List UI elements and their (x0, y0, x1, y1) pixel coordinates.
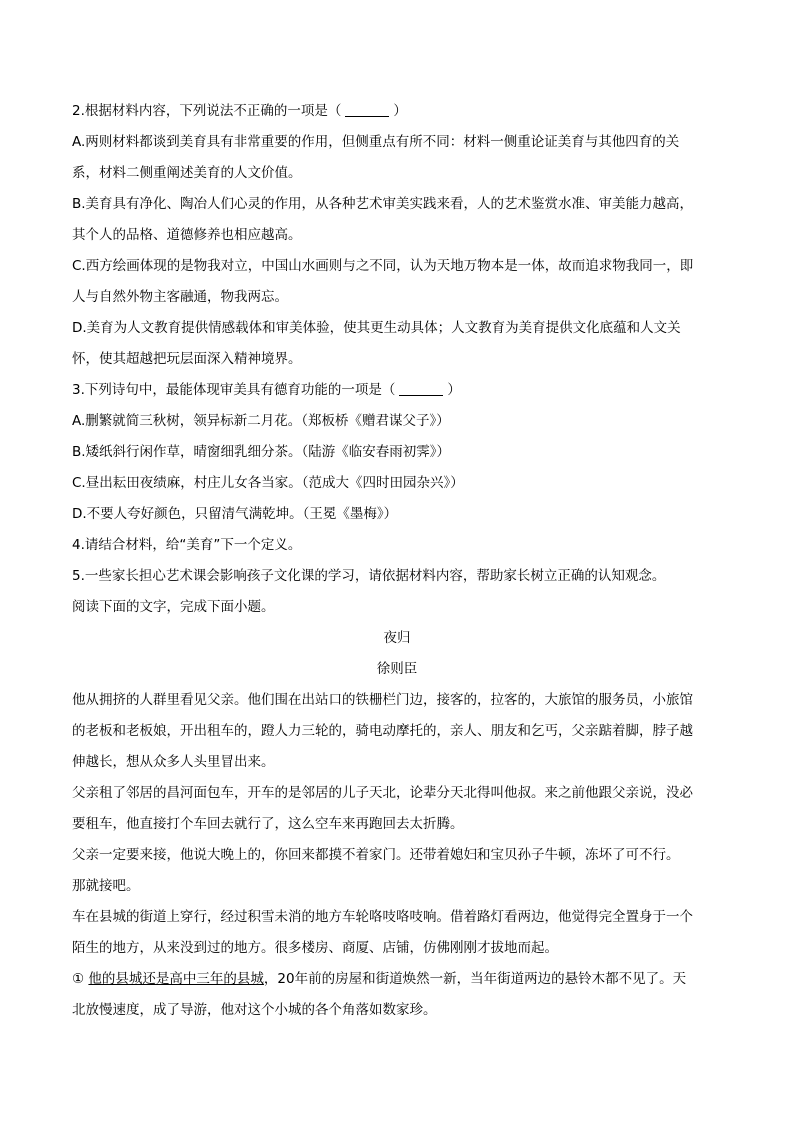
question-4: 4.请结合材料，给“美育”下一个定义。 (72, 537, 302, 553)
document-page (72, 96, 722, 1026)
question-5: 5.一些家长担心艺术课会影响孩子文化课的学习，请依据材料内容，帮助家长树立正确的认知观念。 (72, 568, 666, 584)
question-3-stem (72, 375, 722, 406)
q2-option-c-line1: C.西方绘画体现的是物我对立，中国山水画则与之不同，认为天地万物本是一体，故而追求物我同一，即 (72, 258, 694, 274)
story-paragraph-2-line1: 父亲租了邻居的昌河面包车，开车的是邻居的儿子天北，论辈分天北得叫他叔。来之前他跟父亲说，没必 (72, 785, 693, 801)
question-2-stem-close: ） (393, 103, 407, 119)
q2-option-d-line1: D.美育为人文教育提供情感载体和审美体验，使其更生动具体；人文教育为美育提供文化底蕴和人文关 (72, 320, 681, 336)
story-paragraph-4: 那就接吧。 (72, 878, 140, 894)
question-3-stem-close: ） (447, 382, 461, 398)
story-paragraph-5-line1: 车在县城的街道上穿行，经过积雪未消的地方车轮咯吱咯吱响。借着路灯看两边，他觉得完全置身于一个 (72, 909, 693, 925)
story-paragraph-6-line2: 北放慢速度，成了导游，他对这个小城的各个角落如数家珍。 (72, 1002, 437, 1018)
sentence-marker: ① (72, 971, 85, 987)
q2-option-b-line1: B.美育具有净化、陶冶人们心灵的作用，从各种艺术审美实践来看，人的艺术鉴赏水准、审美能力越高， (72, 196, 694, 212)
q3-option-c: C.昼出耘田夜绩麻，村庄儿女各当家。（范成大《四时田园杂兴》） (72, 475, 464, 491)
story-paragraph-2-line2: 要租车，他直接打个车回去就行了，这么空车来再跑回去太折腾。 (72, 816, 464, 832)
story-paragraph-1-line2: 的老板和老板娘，开出租车的，蹬人力三轮的，骑电动摩托的，亲人、朋友和乞丐，父亲踮着脚，脖子越 (72, 723, 693, 739)
q2-option-a-line1: A.两则材料都谈到美育具有非常重要的作用，但侧重点有所不同：材料一侧重论证美育与其他四育的关 (72, 134, 680, 150)
answer-blank (399, 379, 443, 396)
story-paragraph-1-line3: 伸越长，想从众多人头里冒出来。 (72, 754, 275, 770)
underlined-sentence: 他的县城还是高中三年的县城 (88, 971, 264, 987)
answer-blank (345, 100, 389, 117)
q2-option-b-line2: 其个人的品格、道德修养也相应越高。 (72, 227, 302, 243)
q3-option-d: D.不要人夸好颜色，只留清气满乾坤。（王冕《墨梅》） (72, 506, 398, 522)
story-title: 夜归 (383, 630, 411, 646)
question-3-stem-text: 3.下列诗句中，最能体现审美具有德育功能的一项是（ (72, 382, 396, 398)
paragraph-6-rest: ，20年前的房屋和街道焕然一新，当年街道两边的悬铃木都不见了。天 (263, 971, 687, 987)
reading-instruction: 阅读下面的文字，完成下面小题。 (72, 599, 275, 615)
question-2-stem (72, 96, 722, 127)
question-2-stem-text: 2.根据材料内容，下列说法不正确的一项是（ (72, 103, 342, 119)
q3-option-a: A.删繁就简三秋树，领异标新二月花。（郑板桥《赠君谋父子》） (72, 413, 450, 429)
story-paragraph-1-line1: 他从拥挤的人群里看见父亲。他们围在出站口的铁栅栏门边，接客的，拉客的，大旅馆的服务员，小旅馆 (72, 692, 693, 708)
q2-option-a-line2: 系，材料二侧重阐述美育的人文价值。 (72, 165, 302, 181)
story-paragraph-3: 父亲一定要来接，他说大晚上的，你回来都摸不着家门。还带着媳妇和宝贝孙子牛顿，冻坏了可不行。 (72, 847, 680, 863)
q2-option-d-line2: 怀，使其超越把玩层面深入精神境界。 (72, 351, 302, 367)
story-paragraph-5-line2: 陌生的地方，从来没到过的地方。很多楼房、商厦、店铺，仿佛刚刚才拔地而起。 (72, 940, 558, 956)
q3-option-b: B.矮纸斜行闲作草，晴窗细乳细分茶。（陆游《临安春雨初霁》） (72, 444, 451, 460)
story-paragraph-6-line1 (72, 964, 722, 995)
story-author: 徐则臣 (376, 661, 418, 677)
q2-option-c-line2: 人与自然外物主客融通，物我两忘。 (72, 289, 288, 305)
